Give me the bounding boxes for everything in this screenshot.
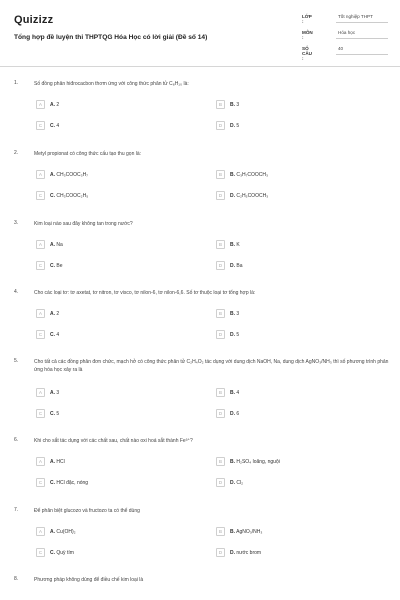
option-label: B. bbox=[230, 310, 235, 317]
option-label: B. bbox=[230, 241, 235, 248]
option-letter-box: C bbox=[36, 121, 45, 130]
question-text: Metyl propionat có công thức cấu tạo thu gọn là: bbox=[34, 151, 142, 157]
option-letter-box: C bbox=[36, 191, 45, 200]
option-text bbox=[50, 390, 59, 396]
option-text bbox=[50, 332, 59, 338]
option-text bbox=[230, 390, 239, 396]
option-value: Quỳ tím bbox=[56, 549, 74, 556]
option-label: C. bbox=[50, 479, 55, 486]
question-text: Để phân biệt glucozo và fructozo ta có thể dùng bbox=[34, 508, 140, 514]
option-text bbox=[50, 529, 76, 535]
question-number: 4. bbox=[14, 289, 19, 295]
question-number: 2. bbox=[14, 150, 19, 156]
option-text bbox=[50, 193, 88, 199]
option-letter-box: B bbox=[216, 240, 225, 249]
option-text bbox=[230, 263, 243, 269]
option-value: 5 bbox=[56, 410, 60, 417]
option-value: C₂H₅COOCH₃ bbox=[236, 192, 269, 199]
option-letter-box: B bbox=[216, 388, 225, 397]
document-header bbox=[0, 0, 400, 68]
option-letter-box: D bbox=[216, 261, 225, 270]
option-text bbox=[230, 102, 239, 108]
meta-underline bbox=[336, 22, 388, 23]
option-label: C. bbox=[50, 410, 55, 417]
option-letter-box: A bbox=[36, 100, 45, 109]
option-label: A. bbox=[50, 528, 55, 535]
question-text: Kim loại nào sau đây không tan trong nước? bbox=[34, 221, 133, 227]
option-text bbox=[230, 459, 280, 465]
option-text bbox=[50, 411, 59, 417]
option-label: A. bbox=[50, 310, 55, 317]
option-letter-box: D bbox=[216, 409, 225, 418]
question-text: Phương pháp không dùng để điều chế kim loại là bbox=[34, 577, 144, 583]
option-value: Cl₂ bbox=[236, 479, 244, 486]
option-text bbox=[230, 332, 239, 338]
option-label: B. bbox=[230, 171, 235, 178]
option-value: AgNO₃/NH₃ bbox=[236, 528, 263, 535]
option-value: 3 bbox=[56, 389, 60, 396]
option-value: Be bbox=[56, 262, 63, 269]
option-label: C. bbox=[50, 549, 55, 556]
meta-label: SỐ CÂU : bbox=[302, 46, 312, 61]
option-letter-box: D bbox=[216, 121, 225, 130]
option-value: 6 bbox=[236, 410, 240, 417]
question-number: 1. bbox=[14, 80, 19, 86]
option-value: Cu(OH)₂ bbox=[56, 528, 76, 535]
option-label: D. bbox=[230, 192, 235, 199]
option-text bbox=[50, 242, 63, 248]
option-value: Ba bbox=[236, 262, 243, 269]
option-value: CH₃COOC₂H₅ bbox=[56, 192, 89, 199]
option-text bbox=[230, 123, 239, 129]
option-value: C₃H₇COOCH₃ bbox=[236, 171, 269, 178]
option-text bbox=[50, 263, 63, 269]
option-letter-box: B bbox=[216, 457, 225, 466]
option-value: K bbox=[236, 241, 240, 248]
option-value: 4 bbox=[236, 389, 240, 396]
meta-underline bbox=[336, 54, 388, 55]
option-letter-box: B bbox=[216, 527, 225, 536]
option-letter-box: D bbox=[216, 478, 225, 487]
option-letter-box: C bbox=[36, 478, 45, 487]
option-letter-box: A bbox=[36, 309, 45, 318]
option-text bbox=[230, 529, 262, 535]
option-letter-box: A bbox=[36, 388, 45, 397]
option-letter-box: D bbox=[216, 191, 225, 200]
option-text bbox=[230, 242, 240, 248]
option-label: C. bbox=[50, 262, 55, 269]
option-text bbox=[50, 102, 59, 108]
header-divider bbox=[0, 66, 400, 67]
option-text bbox=[230, 480, 243, 486]
option-letter-box: D bbox=[216, 330, 225, 339]
option-text bbox=[50, 480, 88, 486]
option-text bbox=[230, 550, 261, 556]
meta-value: 40 bbox=[338, 46, 344, 51]
option-text bbox=[50, 550, 74, 556]
option-value: 3 bbox=[236, 310, 240, 317]
option-label: D. bbox=[230, 549, 235, 556]
option-label: C. bbox=[50, 192, 55, 199]
option-letter-box: B bbox=[216, 309, 225, 318]
option-label: B. bbox=[230, 101, 235, 108]
option-label: A. bbox=[50, 389, 55, 396]
meta-value: Hóa học bbox=[338, 30, 356, 35]
meta-label: LỚP : bbox=[302, 14, 312, 24]
option-text bbox=[230, 411, 239, 417]
option-value: 2 bbox=[56, 310, 60, 317]
option-value: 5 bbox=[236, 331, 240, 338]
option-value: HCl bbox=[56, 458, 65, 465]
option-text bbox=[230, 311, 239, 317]
meta-value: Tốt nghiệp THPT bbox=[338, 14, 373, 19]
option-value: 4 bbox=[56, 331, 60, 338]
option-letter-box: A bbox=[36, 527, 45, 536]
option-letter-box: C bbox=[36, 548, 45, 557]
option-label: C. bbox=[50, 122, 55, 129]
option-label: A. bbox=[50, 101, 55, 108]
quizizz-logo: Quizizz bbox=[14, 14, 54, 26]
option-letter-box: A bbox=[36, 457, 45, 466]
option-text bbox=[230, 172, 268, 178]
option-label: D. bbox=[230, 122, 235, 129]
option-label: B. bbox=[230, 458, 235, 465]
option-value: HCl đặc, nóng bbox=[56, 479, 89, 486]
option-label: D. bbox=[230, 262, 235, 269]
option-text bbox=[50, 172, 88, 178]
option-text bbox=[50, 459, 65, 465]
option-letter-box: D bbox=[216, 548, 225, 557]
option-label: D. bbox=[230, 410, 235, 417]
option-letter-box: C bbox=[36, 330, 45, 339]
question-number: 6. bbox=[14, 437, 19, 443]
question-text: Khi cho sắt tác dụng với các chất sau, chất nào oxi hoá sắt thành Fe³⁺? bbox=[34, 438, 193, 444]
option-letter-box: B bbox=[216, 100, 225, 109]
question-text: Cho tất cả các đồng phân đơn chức, mạch hở có công thức phân tử C₂H₄O₂ tác dụng với dung dịch NaOH, Na, dung dịch AgNO₃/NH₃ thì số phương trình phản ứng hóa học xảy ra là bbox=[34, 359, 389, 373]
option-label: D. bbox=[230, 331, 235, 338]
option-text bbox=[50, 123, 59, 129]
option-value: 3 bbox=[236, 101, 240, 108]
option-value: 4 bbox=[56, 122, 60, 129]
option-letter-box: A bbox=[36, 240, 45, 249]
meta-underline bbox=[336, 38, 388, 39]
option-letter-box: A bbox=[36, 170, 45, 179]
option-value: nước brom bbox=[236, 549, 262, 556]
option-label: B. bbox=[230, 528, 235, 535]
document-title: Tổng hợp đề luyện thi THPTQG Hóa Học có lời giải (Đề số 14) bbox=[14, 34, 208, 41]
option-letter-box: C bbox=[36, 409, 45, 418]
option-letter-box: C bbox=[36, 261, 45, 270]
option-value: H₂SO₄ loãng, nguội bbox=[236, 458, 280, 465]
question-text: Cho các loại tơ: tơ axetat, tơ nitron, tơ visco, tơ nilon-6, tơ nilon-6,6. Số tơ thuộc loại tơ tổng hợp là: bbox=[34, 290, 256, 296]
option-value: CH₃COOC₃H₇ bbox=[56, 171, 89, 178]
option-value: 2 bbox=[56, 101, 60, 108]
question-number: 3. bbox=[14, 220, 19, 226]
option-letter-box: B bbox=[216, 170, 225, 179]
option-label: A. bbox=[50, 458, 55, 465]
option-label: D. bbox=[230, 479, 235, 486]
option-label: A. bbox=[50, 241, 55, 248]
option-value: Na bbox=[56, 241, 63, 248]
option-label: A. bbox=[50, 171, 55, 178]
option-text bbox=[230, 193, 268, 199]
meta-label: MÔN : bbox=[302, 30, 313, 40]
option-value: 5 bbox=[236, 122, 240, 129]
option-label: C. bbox=[50, 331, 55, 338]
question-number: 5. bbox=[14, 358, 19, 364]
option-text bbox=[50, 311, 59, 317]
question-text: Số đồng phân hiđrocacbon thơm ứng với công thức phân tử C₈H₁₀ là: bbox=[34, 81, 189, 87]
question-number: 7. bbox=[14, 507, 19, 513]
option-label: B. bbox=[230, 389, 235, 396]
question-number: 8. bbox=[14, 576, 19, 582]
